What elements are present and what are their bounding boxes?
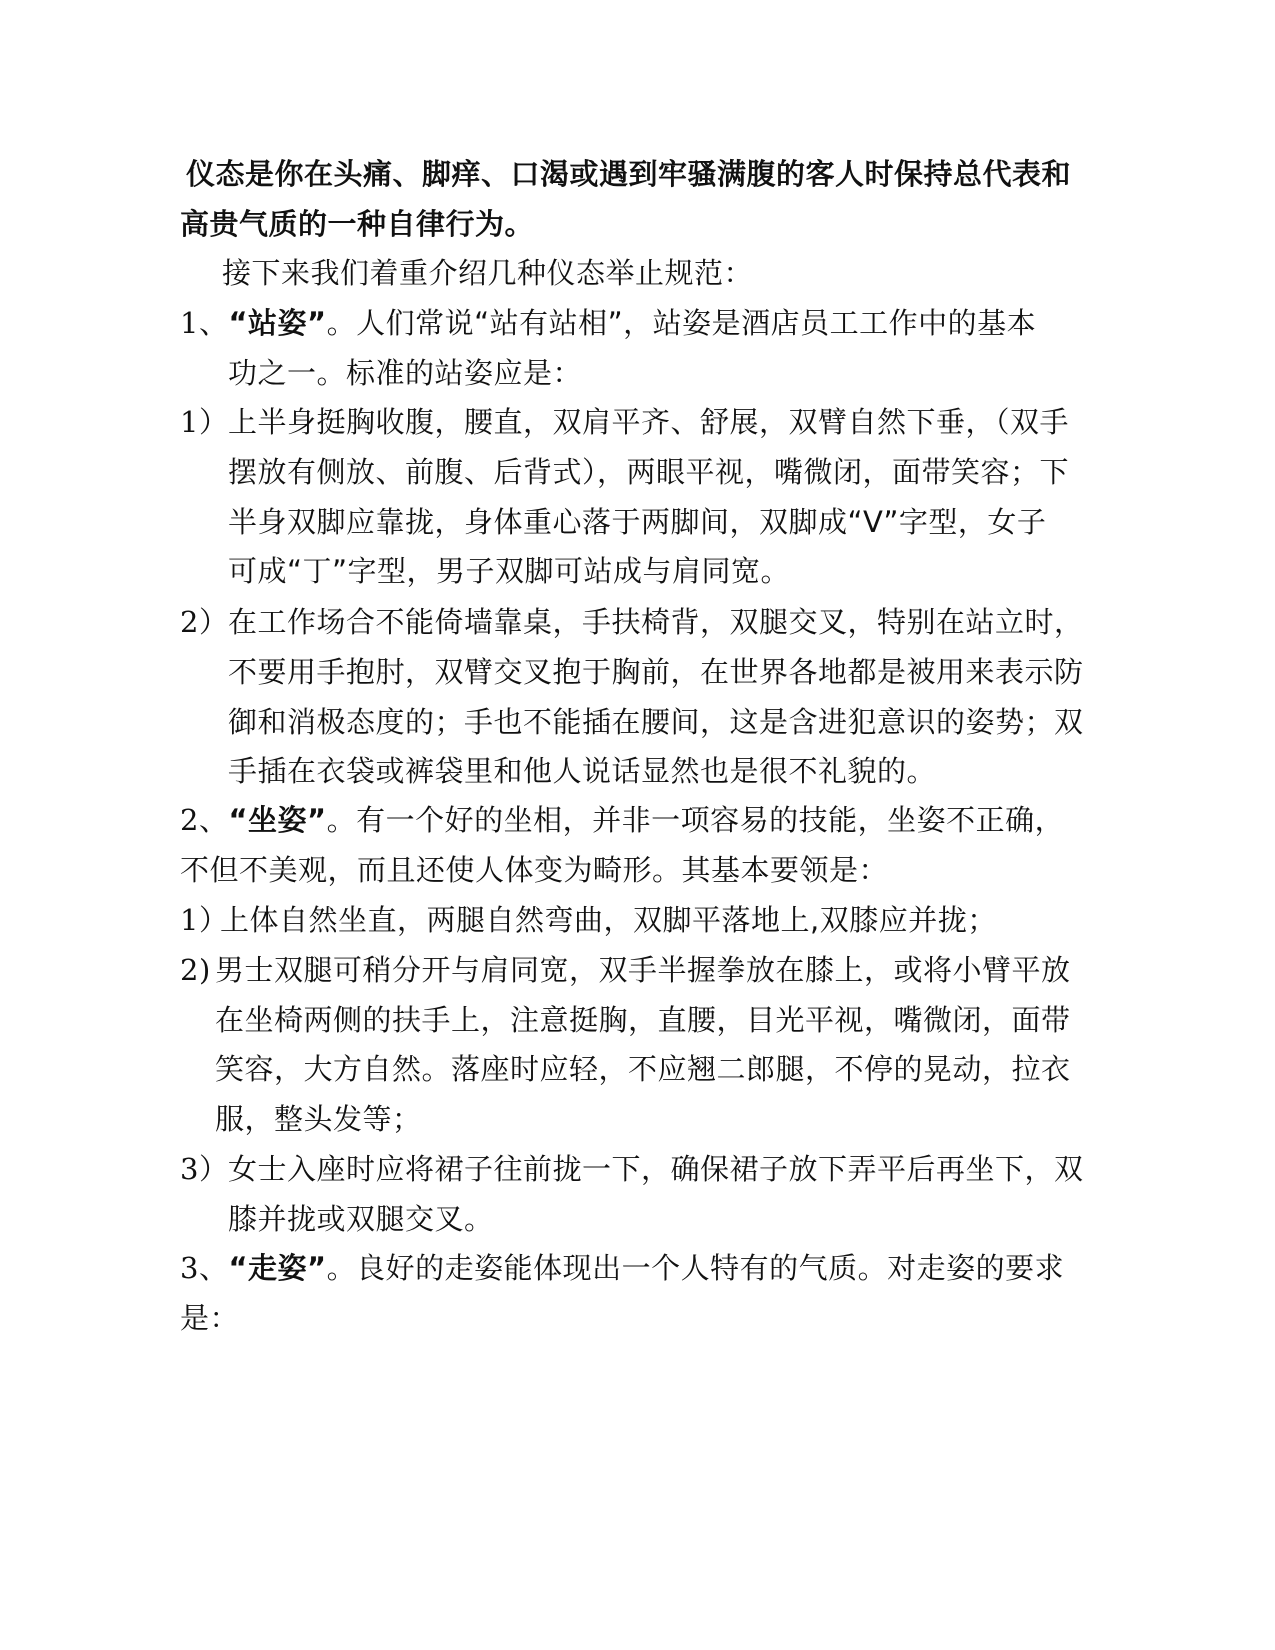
section-3-text-continued: 是：	[180, 1301, 240, 1335]
section-1-text-continued: 功之一。标准的站姿应是：	[228, 356, 583, 390]
section-3-heading-line	[180, 1249, 1064, 1287]
s1-item-2-line: 御和消极态度的；手也不能插在腰间，这是含进犯意识的姿势；双	[228, 705, 1084, 739]
s2-item-2-line: 男士双腿可稍分开与肩同宽，双手半握拳放在膝上，或将小臂平放	[215, 953, 1071, 987]
section-3-text: 。良好的走姿能体现出一个人特有的气质。对走姿的要求	[326, 1251, 1065, 1285]
section-1-number: 1、	[180, 306, 229, 340]
section-1-text: 。人们常说“站有站相”，站姿是酒店员工工作中的基本	[326, 306, 1037, 340]
s2-item-2-line: 笑容，大方自然。落座时应轻，不应翘二郎腿，不停的晃动，拉衣	[215, 1052, 1071, 1086]
s1-item-2-number: 2）	[180, 605, 229, 639]
section-2-title: “坐姿”	[228, 803, 327, 837]
intro-line-1: 仪态是你在头痛、脚痒、口渴或遇到牢骚满腹的客人时保持总代表和	[186, 157, 1072, 191]
s2-item-3-line: 膝并拢或双腿交叉。	[228, 1202, 494, 1236]
s2-item-1-number: 1）	[180, 903, 229, 937]
section-3-number: 3、	[180, 1251, 229, 1285]
s1-item-1-line: 上半身挺胸收腹，腰直，双肩平齐、舒展，双臂自然下垂，（双手	[228, 405, 1070, 439]
s2-item-3-line: 女士入座时应将裙子往前拢一下，确保裙子放下弄平后再坐下，双	[228, 1152, 1084, 1186]
section-3-title: “走姿”	[228, 1251, 327, 1285]
section-2-heading-line	[180, 801, 1064, 839]
s2-item-2-line: 在坐椅两侧的扶手上，注意挺胸，直腰，目光平视，嘴微闭，面带	[215, 1003, 1071, 1037]
s2-item-2-line: 服，整头发等；	[215, 1102, 422, 1136]
s2-item-1-line: 上体自然坐直，两腿自然弯曲，双脚平落地上,双膝应并拢；	[220, 903, 997, 937]
lead-paragraph: 接下来我们着重介绍几种仪态举止规范：	[222, 256, 754, 290]
s1-item-2-line: 不要用手抱肘，双臂交叉抱于胸前，在世界各地都是被用来表示防	[228, 655, 1084, 689]
s1-item-1-number: 1）	[180, 405, 229, 439]
section-2-number: 2、	[180, 803, 229, 837]
s1-item-1-line: 可成“丁”字型，男子双脚可站成与肩同宽。	[228, 554, 791, 588]
s1-item-2-line: 手插在衣袋或裤袋里和他人说话显然也是很不礼貌的。	[228, 754, 937, 788]
section-1-title: “站姿”	[228, 306, 327, 340]
s1-item-2-line: 在工作场合不能倚墙靠桌，手扶椅背，双腿交叉，特别在站立时，	[228, 605, 1084, 639]
section-2-text-continued: 不但不美观，而且还使人体变为畸形。其基本要领是：	[180, 853, 889, 887]
s1-item-1-line: 摆放有侧放、前腹、后背式），两眼平视，嘴微闭，面带笑容；下	[228, 455, 1070, 489]
section-1-heading-line	[180, 304, 1036, 342]
intro-line-2: 高贵气质的一种自律行为。	[180, 207, 535, 241]
s2-item-2-number: 2)	[180, 953, 211, 987]
section-2-text: 。有一个好的坐相，并非一项容易的技能，坐姿不正确，	[326, 803, 1065, 837]
s2-item-3-number: 3）	[180, 1152, 229, 1186]
s1-item-1-line: 半身双脚应靠拢，身体重心落于两脚间，双脚成“V”字型，女子	[228, 505, 1047, 539]
